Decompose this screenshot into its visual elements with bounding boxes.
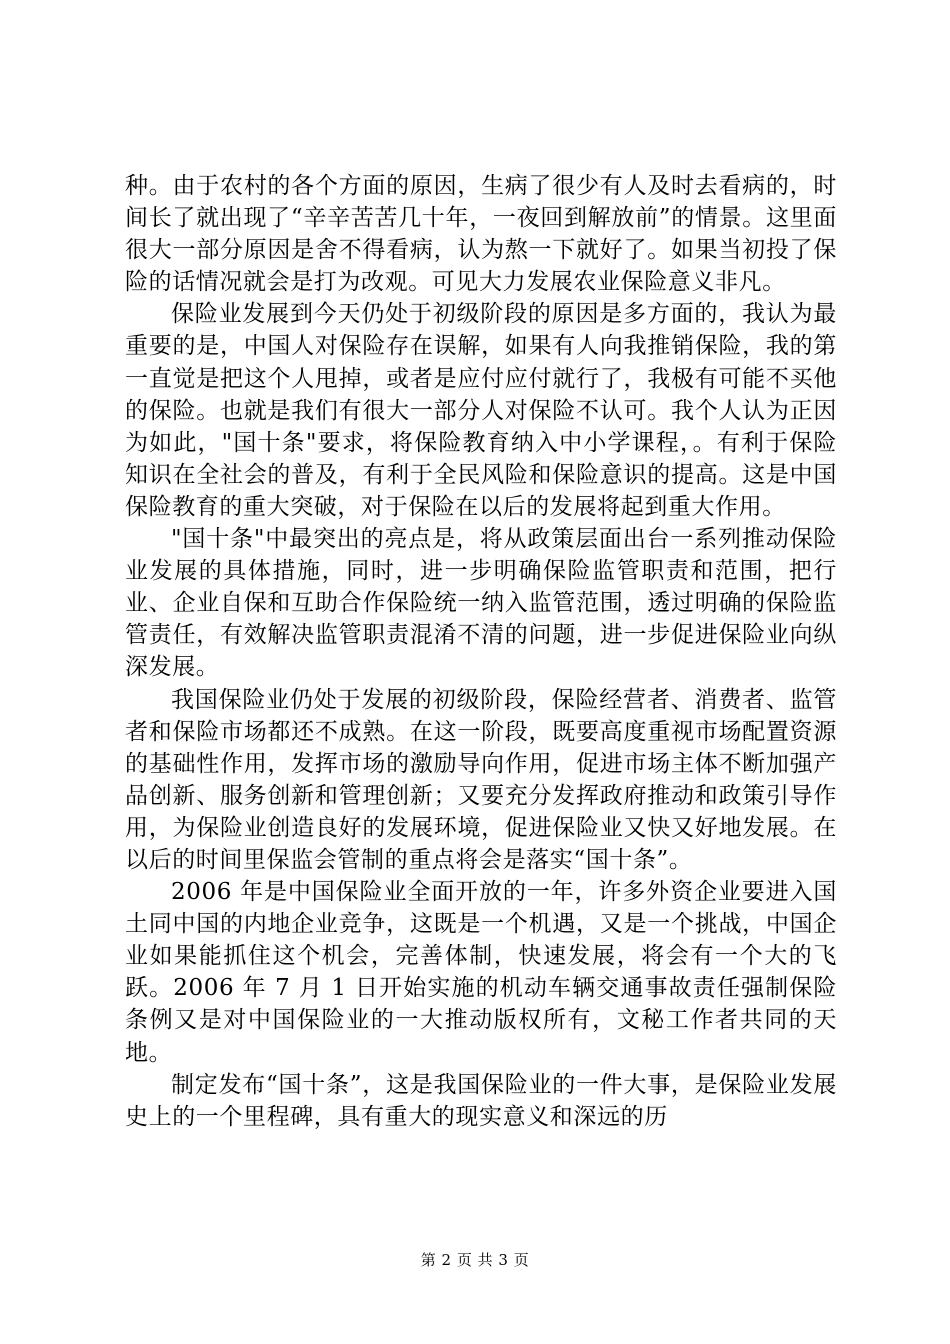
paragraph-4: 我国保险业仍处于发展的初级阶段，保险经营者、消费者、监管者和保险市场都还不成熟。在这一阶段，既要高度重视市场配置资源的基础性作用，发挥市场的激励导向作用，促进市场主体不断加强产品创新、服务创新和管理创新；又要充分发挥政府推动和政策引导作用，为保险业创造良好的发展环境，促进保险业又快又好地发展。在以后的时间里保监会管制的重点将会是落实“国十条”。 [125,686,837,873]
paragraph-2: 保险业发展到今天仍处于初级阶段的原因是多方面的，我认为最重要的是，中国人对保险存在误解，如果有人向我推销保险，我的第一直觉是把这个人甩掉，或者是应付应付就行了，我极有可能不买他的保险。也就是我们有很大一部分人对保险不认可。我个人认为正因为如此，"国十条"要求，将保险教育纳入中小学课程，。有利于保险知识在全社会的普及，有利于全民风险和保险意识的提高。这是中国保险教育的重大突破，对于保险在以后的发展将起到重大作用。 [125,301,837,520]
paragraph-1: 种。由于农村的各个方面的原因，生病了很少有人及时去看病的，时间长了就出现了“辛辛苦苦几十年，一夜回到解放前”的情景。这里面很大一部分原因是舍不得看病，认为熬一下就好了。如果当初投了保险的话情况就会是打为改观。可见大力发展农业保险意义非凡。 [125,173,837,296]
paragraph-6: 制定发布“国十条”，这是我国保险业的一件大事，是保险业发展史上的一个里程碑，具有重大的现实意义和深远的历 [125,1071,837,1130]
page-footer: 第 2 页 共 3 页 [420,1251,530,1269]
paragraph-5: 2006 年是中国保险业全面开放的一年，许多外资企业要进入国土同中国的内地企业竞争，这既是一个机遇，又是一个挑战，中国企业如果能抓住这个机会，完善体制，快速发展，将会有一个大的飞跃。2006 年 7 月 1 日开始实施的机动车辆交通事故责任强制保险条例又是对中国保险业的一大推动版权所有，文秘工作者共同的天地。 [125,879,837,1066]
paragraph-3: "国十条"中最突出的亮点是，将从政策层面出台一系列推动保险业发展的具体措施，同时，进一步明确保险监管职责和范围，把行业、企业自保和互助合作保险统一纳入监管范围，透过明确的保险监管责任，有效解决监管职责混淆不清的问题，进一步促进保险业向纵深发展。 [125,526,837,681]
document-body [125,170,837,1133]
